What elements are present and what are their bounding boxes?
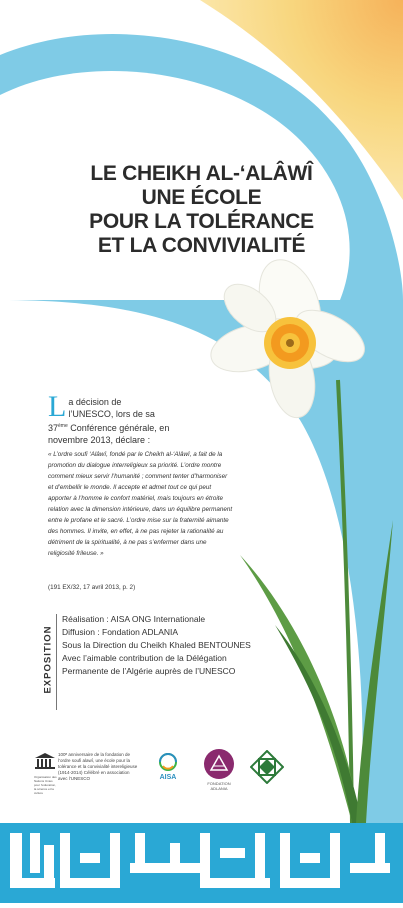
adlania-logo: FONDATION ADLANIA <box>200 748 238 791</box>
title-line-4: ET LA CONVIVIALITÉ <box>97 234 306 257</box>
adlania-emblem-icon <box>202 748 236 780</box>
unesco-quote: « L’ordre soufi ‘Alâwî, fondé par le Cheikh al-‘Alâwî, a fait de la promotion du dialogue interreligieux sa priorité. L’ordre montre comment mieux servir l’humanité ; comment tenter d’harmoniser et d’embellir le monde. Il accepte et admet tout ce qui peut apporter à l’homme le confort matériel, mais toujours en étroite relation avec la dimension intérieure, dans un équilibre permanent entre le profane et le sacré. L’ordre mise sur la fraternité aimante des hommes. Il invite, en effet, à ne pas rejeter la rationalité au détriment de la spiritualité, à ne pas s’enfermer dans une religiosité frileuse. » <box>48 451 233 557</box>
geometric-emblem-icon <box>250 750 284 784</box>
unesco-temple-icon <box>34 752 56 770</box>
poster-title <box>0 162 403 258</box>
exposition-label: EXPOSITION <box>40 614 57 710</box>
title-line-1: LE CHEIKH AL-‘ALÂWÎ <box>90 162 313 185</box>
aisa-swirl-icon <box>155 752 181 772</box>
alawiyya-logo <box>250 750 284 789</box>
aisa-logo: AISA <box>153 752 183 781</box>
title-line-3: POUR LA TOLÉRANCE <box>89 210 314 233</box>
anniversary-text: 100ᵉ anniversaire de la fondation de l’ordre soufi alawî, une école pour la tolérance et la convivialité intereligieuse (1914-2014) Célébré en association avec l’UNESCO <box>58 752 138 781</box>
quote-reference: (191 EX/32, 17 avril 2013, p. 2) <box>48 584 136 591</box>
calligraphy-band <box>0 823 403 903</box>
intro-paragraph: L a décision de l’UNESCO, lors de sa 37ème Conférence générale, en novembre 2013, déclare : <box>48 390 170 445</box>
title-line-2: UNE ÉCOLE <box>141 186 262 209</box>
kufic-calligraphy-icon <box>0 823 403 903</box>
dropcap: L <box>48 390 67 423</box>
credits-block: Réalisation : AISA ONG Internationale Diffusion : Fondation ADLANIA Sous la Direction du Cheikh Khaled BENTOUNES Avec l’aimable contribution de la Délégation Permanente de l’Algérie auprès de l’UNESCO <box>62 614 251 676</box>
unesco-logo: Organisation des Nations Unies pour l’éducation, la science et la culture <box>34 752 58 795</box>
